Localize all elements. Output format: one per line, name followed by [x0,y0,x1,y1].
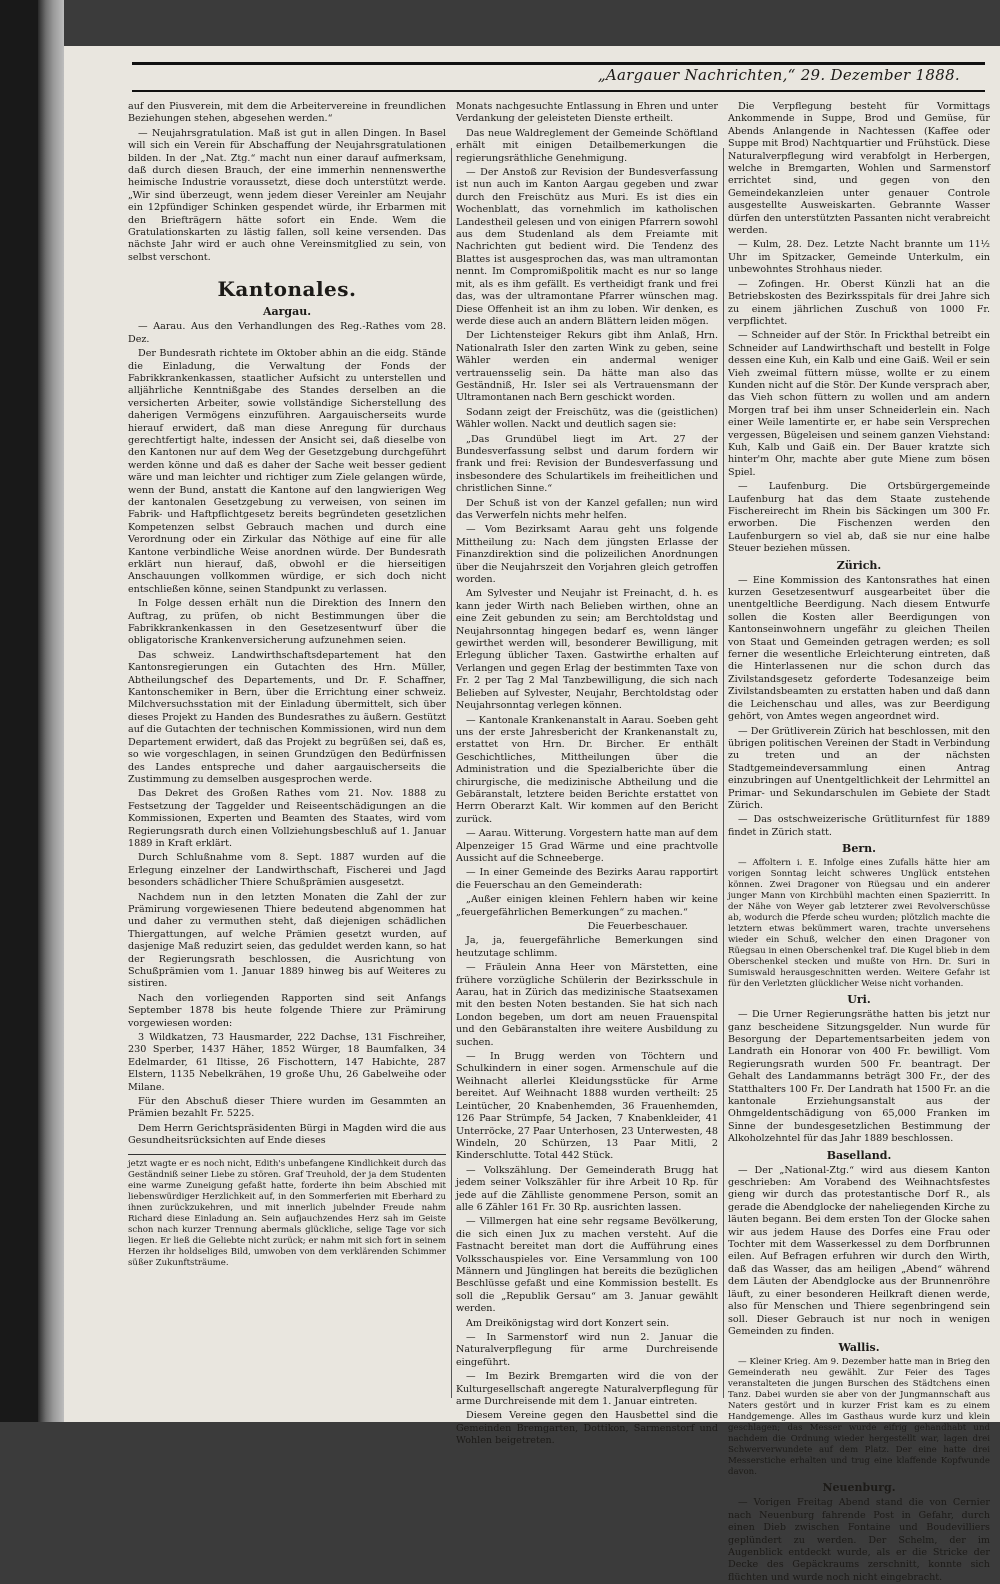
article-villmergen: — Villmergen hat eine sehr regsame Bevölkerung, die sich einen Jux zu machen versteht. Auf die Fastnacht bereitet man dort die Aufführung eines Volksschauspieles vor. Eine Versammlung von 100 Männern und Jünglingen hat bereits die bezüglichen Beschlüsse gefaßt und eine Kommission bestellt. Es soll die „Republik Gersau“ am 3. Januar gewählt werden. [456,1216,718,1315]
article-paragraph: In Folge dessen erhält nun die Direktion des Innern den Auftrag, zu prüfen, ob nicht Bestimmungen über die Fabrikkrankenkassen in den Gesetzesentwurf über die obligatorische Krankenversicherung aufzunehmen seien. [128,598,446,647]
article-paragraph: Monats nachgesuchte Entlassung in Ehren und unter Verdankung der geleisteten Dienste ertheilt. [456,101,718,125]
article-anna-heer: — Fräulein Anna Heer von Märstetten, eine frühere vorzügliche Schülerin der Bezirksschule in Aarau, hat in Zürich das medizinische Staatsexamen mit den besten Noten bestanden. Sie hat sich nach London begeben, um dort am neuen Frauenspital und den Gebäranstalten ihre weitere Ausbildung zu suchen. [456,962,718,1048]
article-paragraph: Nach den vorliegenden Rapporten sind seit Anfangs September 1878 bis heute folgende Thiere zur Prämirung vorgewiesen worden: [128,992,446,1029]
article-volkszaehlung: — Volkszählung. Der Gemeinderath Brugg hat jedem seiner Volkszähler für ihre Arbeit 10 Rp. für jede auf die Zählliste genommene Person, somit an alle 6 Zähler 161 Fr. 30 Rp. ausrichten lassen. [456,1164,718,1213]
article-paragraph: Das Dekret des Großen Rathes vom 21. Nov. 1888 zu Festsetzung der Taggelder und Reiseentschädigungen an die Kommissionen, Experten und Beamten des Staates, wird vom Regierungsrath durch einen Vollziehungsbeschluß auf 1. Januar 1889 in Kraft erklärt. [128,788,446,849]
column-3 [728,101,990,1583]
article-aarau-reg-rath: — Aarau. Aus den Verhandlungen des Reg.-Rathes vom 28. Dez. [128,321,446,345]
article-paragraph: Dem Herrn Gerichtspräsidenten Bürgi in Magden wird die aus Gesundheitsrücksichten auf Ende dieses [128,1122,446,1147]
article-baselland: — Der „National-Ztg.“ wird aus diesem Kanton geschrieben: Am Vorabend des Weihnachtsfestes gieng wir durch das protestantische Dorf R., als gerade die Abendglocke der naheliegenden Kirche zu läuten begann. Bei dem ersten Ton der Glocke sahen wir aus jedem Hause des Dorfes eine Frau oder Tochter mit dem Wasserkessel zu dem Dorfbrunnen eilen. Auf Befragen erfuhren wir durch den Wirth, daß das Wasser, das am heiligen „Abend“ während dem Läuten der Abendglocke aus der Brunnenröhre läuft, zu einer besonderen Heilkraft dienen werde, also für Menschen und Thiere segenbringend sein soll. Dieser Gebrauch ist nur noch in wenigen Gemeinden zu finden. [728,1164,990,1337]
article-laufenburg: — Laufenburg. Die Ortsbürgergemeinde Laufenburg hat das dem Staate zustehende Fischereirecht im Rhein bis Säckingen um 300 Fr. erworben. Die Fischenzen werden den Laufenburgern so viel ab, daß sie nur eine halbe Steuer beziehen müssen. [728,481,990,555]
article-witterung: — Aarau. Witterung. Vorgestern hatte man auf dem Alpenzeiger 15 Grad Wärme und eine prachtvolle Aussicht auf die Schneeberge. [456,828,718,864]
article-paragraph: Sodann zeigt der Freischütz, was die (geistlichen) Wähler wollen. Nackt und deutlich sagen sie: [456,406,718,431]
quote-feuerschau: „Außer einigen kleinen Fehlern haben wir keine „feuergefährlichen Bemerkungen“ zu machen.“ [456,894,718,918]
article-affoltern: — Affoltern i. E. Infolge eines Zufalls hätte hier am vorigen Sonntag leicht schweres Unglück entstehen können. Zwei Dragoner von Rüegsau und ein anderer junger Mann von Kirchbühl machten einen Spazierritt. In der Nähe von Weyer gab letzterer zwei Revolverschüsse ab, wodurch die Pferde scheu wurden; plötzlich machte die letztern etwas bekümmert waren, trachte unversehens wieder ein Schuß, welcher den einen Dragoner von Rüegsau in einen Oberschenkel traf. Die Kugel blieb in dem Oberschenkel stecken und mußte von Hrn. Dr. Suri in Sumiswald herausgeschnitten werden. Weitere Gefahr ist für den Verletzten glücklicher Weise nicht vorhanden. [728,858,990,990]
article-wallis: — Kleiner Krieg. Am 9. Dezember hatte man in Brieg den Gemeinderath neu gewählt. Zur Feier des Tages veranstalteten die jungen Burschen des Städtchens einen Tanz. Dabei wurden sie aber von der Jungmannschaft aus Naters gestört und in kurzer Frist kam es zu einem Handgemenge. Alles im Gasthaus wurde kurz und klein geschlagen; das Messer wurde eifrig gehandhabt und nachdem die Ordnung wieder hergestellt war, lagen drei Schwerverwundete auf dem Platz. Der eine hatte drei Messerstiche erhalten und trug eine klaffende Kopfwunde davon. [728,1357,990,1478]
subsection-aargau: Aargau. [262,305,312,319]
column-rule-1 [451,148,452,1398]
section-title-kantonales: Kantonales. [217,277,357,302]
subsection-wallis: Wallis. [838,1341,880,1355]
article-paragraph: Das schweiz. Landwirthschaftsdepartement hat den Kantonsregierungen ein Gutachten des Hrn. Müller, Abtheilungschef des Departements, und Dr. F. Schaffner, Kantonschemiker in Bern, über die Errichtung einer schweiz. Milchversuchsstation mit der Einladung übermittelt, sich über dieses Projekt zu Handen des Bundesrathes zu äußern. Gestützt auf die Gutachten der technischen Kommissionen, wird nun dem Departement erwidert, daß das Projekt zu begrüßen sei, daß es, so wie vorgeschlagen, in seinen Grundzügen den Bedürfnissen des Landes entspreche und daher aargauischerseits die Zustimmung zu demselben ausgesprochen werde. [128,649,446,785]
article-paragraph: Die Verpflegung besteht für Vormittags Ankommende in Suppe, Brod und Gemüse, für Abends Anlangende in Nachtessen (Kaffee oder Suppe mit Brod) Nachtquartier und Frühstück. Diese Naturalverpflegung wird verabfolgt in Herbergen, welche in Bremgarten, Wohlen und Sarmenstorf errichtet sind, und gegen von den Gemeindekanzleien unter genauer Controle ausgestellte Ausweiskarten. Gebrannte Wasser dürfen den unterstützten Passanten nicht verabreicht werden. [728,101,990,237]
article-paragraph: Der Schuß ist von der Kanzel gefallen; nun wird das Verwerfeln nichts mehr helfen. [456,497,718,521]
article-feuerschau: — In einer Gemeinde des Bezirks Aarau rapportirt die Feuerschau an den Gemeinderath: [456,867,718,891]
article-revision-bundesverfassung: — Der Anstoß zur Revision der Bundesverfassung ist nun auch im Kanton Aargau gegeben und zwar durch den Freischütz aus Muri. Es ist dies ein Wochenblatt, das vornehmlich im katholischen Landestheil gelesen und von einigen Pfarrern sowohl aus dem Studenland als dem Freiamte mit Nachrichten gut bedient wird. Die Tendenz des Blattes ist ausgesprochen das, was man ultramontan nennt. Im Compromißpolitik macht es nur so lange mit, als es ihm gefällt. Es vertheidigt frank und frei das, was der ultramontane Pfarrer wünschen mag. Diese Offenheit ist an ihm zu loben. Wir denken, es werde diese auch an andern Blättern leiden mögen. [456,167,718,327]
header-rule-top [132,62,985,65]
article-paragraph: Diesem Vereine gegen den Hausbettel sind die Gemeinden Bremgarten, Dottikon, Sarmenstorf und Wohlen beigetreten. [456,1410,718,1447]
quote-grunduebel: „Das Grundübel liegt im Art. 27 der Bundesverfassung selbst und darum fordern wir frank und frei: Revision der Bundesverfassung und insbesondere des Schulartikels im freiheitlichen und christlichen Sinne.“ [456,433,718,495]
column-rule-2 [723,148,724,1398]
subsection-bern: Bern. [842,842,876,856]
column-1 [128,101,446,1356]
article-paragraph: — Eine Kommission des Kantonsrathes hat einen kurzen Gesetzesentwurf ausgearbeitet über die unentgeltliche Beerdigung. Nach diesem Entwurfe sollen die Kosten aller Beerdigungen von Kantonseinwohnern ungefähr zu gleichen Theilen von Staat und Gemeinden getragen werden; es soll ferner die wesentliche Erleichterung eintreten, daß die Hinterlassenen nur die schon durch das Zivilstandsgesetz geforderte Todesanzeige beim Zivilstandsbeamten zu erstatten haben und daß dann die Leichenschau und alles, was zur Beerdigung gehört, von Amtes wegen angeordnet wird. [728,574,990,723]
subsection-zurich: Zürich. [836,558,882,572]
column-2 [456,101,718,1447]
article-paragraph: Ja, ja, feuergefährliche Bemerkungen sind heutzutage schlimm. [456,935,718,959]
article-paragraph: Der Lichtensteiger Rekurs gibt ihm Anlaß, Hrn. Nationalrath Isler den zarten Wink zu geben, seine Wähler werden ein andermal weniger vertrauensselig sein. Da hätte man also das Geständniß, Hr. Isler sei als Vertrauensmann der Ultramontanen nach Bern geschickt worden. [456,330,718,404]
masthead: „Aargauer Nachrichten,“ 29. Dezember 1888. [597,66,960,84]
article-paragraph: Der Bundesrath richtete im Oktober abhin an die eidg. Stände die Einladung, die Verwaltung der Fonds der Fabrikkrankenkassen, staatlicher Aufsicht zu unterstellen und alljährliche Kenntnißgabe des Standes derselben an die versicherten Arbeiter, sowie vollständige Sicherstellung des daherigen Vermögens einzuführen. Aargauischerseits wurde hierauf erwidert, daß man diese Anregung für durchaus gerechtfertigt halte, indessen der Ansicht sei, daß dieselbe von den Kantonen nur auf dem Weg der Gesetzgebung durchgeführt werden könne und daß es daher der Sache weit besser gedient wäre und man leichter und richtiger zum Ziele gelangen würde, wenn der Bund, anstatt die Kantone auf den langwierigen Weg der kantonalen Gesetzgebung zu verweisen, von seinen im Fabrik- und Haftpflichtgesetz bereits begründeten gesetzlichen Kompetenzen selbst Gebrauch machen und durch eine Verordnung oder ein Zirkular das Nöthige auf eine für alle Kantone verbindliche Weise anordnen würde. Der Bundesrath erklärt nun hierauf, daß, obwohl er die hierseitigen Anschauungen vollkommen würdige, er sich doch nicht entschließen könne, seinen Standpunkt zu verlassen. [128,348,446,595]
article-gruetliturnfest: — Das ostschweizerische Grütliturnfest für 1889 findet in Zürich statt. [728,814,990,838]
header-rule-bottom [132,90,985,92]
article-sarmenstorf: — In Sarmenstorf wird nun 2. Januar die Naturalverpflegung für arme Durchreisende eingeführt. [456,1332,718,1368]
book-spine-shadow [0,0,38,1422]
signature-feuerbeschauer: Die Feuerbeschauer. [587,921,688,932]
article-neuenburg: — Vorigen Freitag Abend stand die von Cernier nach Neuenburg fahrende Post in Gefahr, durch einen Dieb zwischen Fontaine und Boudevilliers geplündert zu werden. Der Schelm, der im Augenblick entdeckt wurde, als er die Stricke der Decke des Gepäckraums zerschnitt, konnte sich flüchten und wurde noch nicht eingebracht. [728,1497,990,1583]
article-paragraph: Durch Schlußnahme vom 8. Sept. 1887 wurden auf die Erlegung einzelner der Landwirthschaft, Fischerei und Jagd besonders schädlicher Thiere Schußprämien ausgesetzt. [128,852,446,889]
article-paragraph: Am Dreikönigstag wird dort Konzert sein. [466,1317,670,1329]
article-uri: — Die Urner Regierungsräthe hatten bis jetzt nur ganz bescheidene Sitzungsgelder. Nun wurde für Besorgung der Departementsarbeiten jedem von Landrath ein Honorar von 400 Fr. bewilligt. Vom Regierungsrath wurden 500 Fr. beantragt. Der Gehalt des Landammanns beträgt 300 Fr., der des Statthalters 100 Fr. Der Landrath hat 1500 Fr. an die kantonale Erziehungsanstalt aus der Ohmgeldentschädigung von 65,000 Franken im Sinne der bundesgesetzlichen Bestimmung der Alkoholzehntel für das Jahr 1889 beschlossen. [728,1009,990,1145]
subsection-uri: Uri. [847,993,871,1007]
feuilleton-divider [128,1154,446,1155]
article-krankenanstalt: — Kantonale Krankenanstalt in Aarau. Soeben geht uns der erste Jahresbericht der Krankenanstalt zu, erstattet von Hrn. Dr. Bircher. Er enthält Geschichtliches, Mittheilungen über die Administration und die Spezialberichte über die chirurgische, die medizinische Abtheilung und die Gebäranstalt, letztere beiden Berichte erstattet von Herrn Oberarzt Kalt. Wir kommen auf den Bericht zurück. [456,714,718,825]
animal-list: 3 Wildkatzen, 73 Hausmarder, 222 Dachse, 131 Fischreiher, 230 Sperber, 1437 Häher, 1852 Würger, 18 Baumfalken, 34 Edelmarder, 61 Iltisse, 26 Fischottern, 147 Habichte, 287 Elstern, 1135 Nebelkrähen, 19 große Uhu, 26 Gabelweihe oder Milane. [128,1032,446,1093]
article-paragraph: Für den Abschuß dieser Thiere wurden im Gesammten an Prämien bezahlt Fr. 5225. [128,1096,446,1120]
article-bremgarten: — Im Bezirk Bremgarten wird die von der Kulturgesellschaft angeregte Naturalverpflegung für arme Durchreisende mit dem 1. Januar eintreten. [456,1371,718,1408]
article-brugg: — In Brugg werden von Töchtern und Schulkindern in einer sogen. Armenschule auf die Weihnacht allerlei Kleidungsstücke für Arme bereitet. Auf Weihnacht 1888 wurden vertheilt: 25 Leintücher, 20 Knabenhemden, 36 Frauenhemden, 126 Paar Strümpfe, 54 Jacken, 7 Knabenkleider, 41 Unterröcke, 27 Paar Unterhosen, 23 Unterwesten, 48 Windeln, 20 Schürzen, 13 Paar Mitli, 2 Kinderschlutte. Total 442 Stück. [456,1051,718,1162]
article-neujahrsgratulation: — Neujahrsgratulation. Maß ist gut in allen Dingen. In Basel will sich ein Verein für Abschaffung der Neujahrsgratulationen bilden. In der „Nat. Ztg.“ macht nun einer darauf aufmerksam, daß durch diesen Brauch, der eine immerhin nennenswerthe heimische Industrie voraussetzt, diese doch unterstützt werde. „Wir sind überzeugt, wenn jedem dieser Vereinler am Neujahr ein 12pfündiger Schinken gespendet würde, ihr Erbarmen mit den Briefträgern hätte sofort ein Ende. Wem die Gratulationskarten zu lästig fallen, soll keine versenden. Das nächste Jahr wird er auch ohne Vereinsmitglied zu sein, von selbst verschont. [128,127,446,263]
article-paragraph: Das neue Waldreglement der Gemeinde Schöftland erhält mit einigen Detailbemerkungen die regierungsräthliche Genehmigung. [456,127,718,164]
subsection-neuenburg: Neuenburg. [822,1481,896,1495]
article-paragraph: auf den Piusverein, mit dem die Arbeitervereine in freundlichen Beziehungen stehen, abgesehen werden.“ [128,101,446,125]
article-kulm: — Kulm, 28. Dez. Letzte Nacht brannte um 11½ Uhr im Spitzacker, Gemeinde Unterkulm, ein unbewohntes Strohhaus nieder. [728,239,990,276]
subsection-baselland: Baselland. [826,1148,892,1162]
article-gruetliverein: — Der Grütliverein Zürich hat beschlossen, mit den übrigen politischen Vereinen der Stadt in Verbindung zu treten und an der nächsten Stadtgemeindeversammlung einen Antrag einzubringen auf Unentgeltlichkeit der Lehrmittel an Primar- und Sekundarschulen im Gebiete der Stadt Zürich. [728,725,990,811]
article-paragraph: Am Sylvester und Neujahr ist Freinacht, d. h. es kann jeder Wirth nach Belieben wirthen, ohne an eine Zeit gebunden zu sein; am Berchtoldstag und Neujahrsonntag hingegen bedarf es, wenn länger gewirthet werden will, besonderer Bewilligung, mit Erlegung üblicher Taxen. Gastwirthe erhalten auf Verlangen und gegen Erlag der bestimmten Taxe von Fr. 2 per Tag 2 Mal Tanzbewilligung, die sich nach Belieben auf Sylvester, Neujahr, Berchtoldstag oder Neujahrsonntag verlegen können. [456,588,718,712]
article-bezirksamt-aarau: — Vom Bezirksamt Aarau geht uns folgende Mittheilung zu: Nach dem jüngsten Erlasse der Finanzdirektion sind die polizeilichen Anordnungen über die Neujahrszeit den Vorjahren gleich getroffen worden. [456,524,718,586]
article-zofingen: — Zofingen. Hr. Oberst Künzli hat an die Betriebskosten des Bezirksspitals für drei Jahre sich zu einem jährlichen Zuschuß von 1000 Fr. verpflichtet. [728,278,990,327]
article-paragraph: Nachdem nun in den letzten Monaten die Zahl der zur Prämirung vorgewiesenen Thiere bedeutend abgenommen hat und daher zu vermuthen steht, daß diejenigen schädlichen Thiergattungen, auf welche Prämien gesetzt wurden, auf dasjenige Maß reduzirt seien, das geduldet werden kann, so hat der Regierungsrath beschlossen, die Ausrichtung von Schußprämien vom 1. Januar 1889 hinweg bis auf Weiteres zu sistiren. [128,891,446,990]
page-stack-edge [38,0,64,1422]
article-schneider: — Schneider auf der Stör. In Frickthal betreibt ein Schneider auf Landwirthschaft und bestellt in Folge dessen eine Kuh, ein Kalb und eine Gaiß. Weil er sein Vieh zweimal füttern müsse, wollte er zu einem Kunden nicht auf die Stör. Der Kunde versprach aber, das Vieh schon füttern zu wollen und am andern Morgen traf bei ihm unser Schneiderlein ein. Nach einer Weile lamentirte er, er habe sein Versprechen vergessen, Bügeleisen und seinem ganzen Viehstand: Kuh, Kalb und Gaiß ein. Der Bauer kratzte sich hinter'm Ohr, machte aber gute Miene zum bösen Spiel. [728,330,990,478]
feuilleton-text: jetzt wagte er es noch nicht, Edith's unbefangene Kindlichkeit durch das Geständniß seiner Liebe zu stören. Graf Treuhold, der ja dem Studenten eine warme Zuneigung gefaßt hatte, forderte ihn beim Abschied mit liebenswürdiger Herzlichkeit auf, in den Sommerferien mit Eberhard zu ihnen zurückzukehren, und mit innerlich jubelnder Freude nahm Richard diese Einladung an. Sein aufjauchzendes Herz sah im Geiste schon nach kurzer Trennung abermals glückliche, selige Tage vor sich liegen. Er ließ die Geliebte nicht zurück; er nahm mit sich fort in seinem Herzen ihr holdseliges Bild, umwoben von dem verklärenden Schimmer süßer Zukunftsträume. [128,1158,446,1268]
